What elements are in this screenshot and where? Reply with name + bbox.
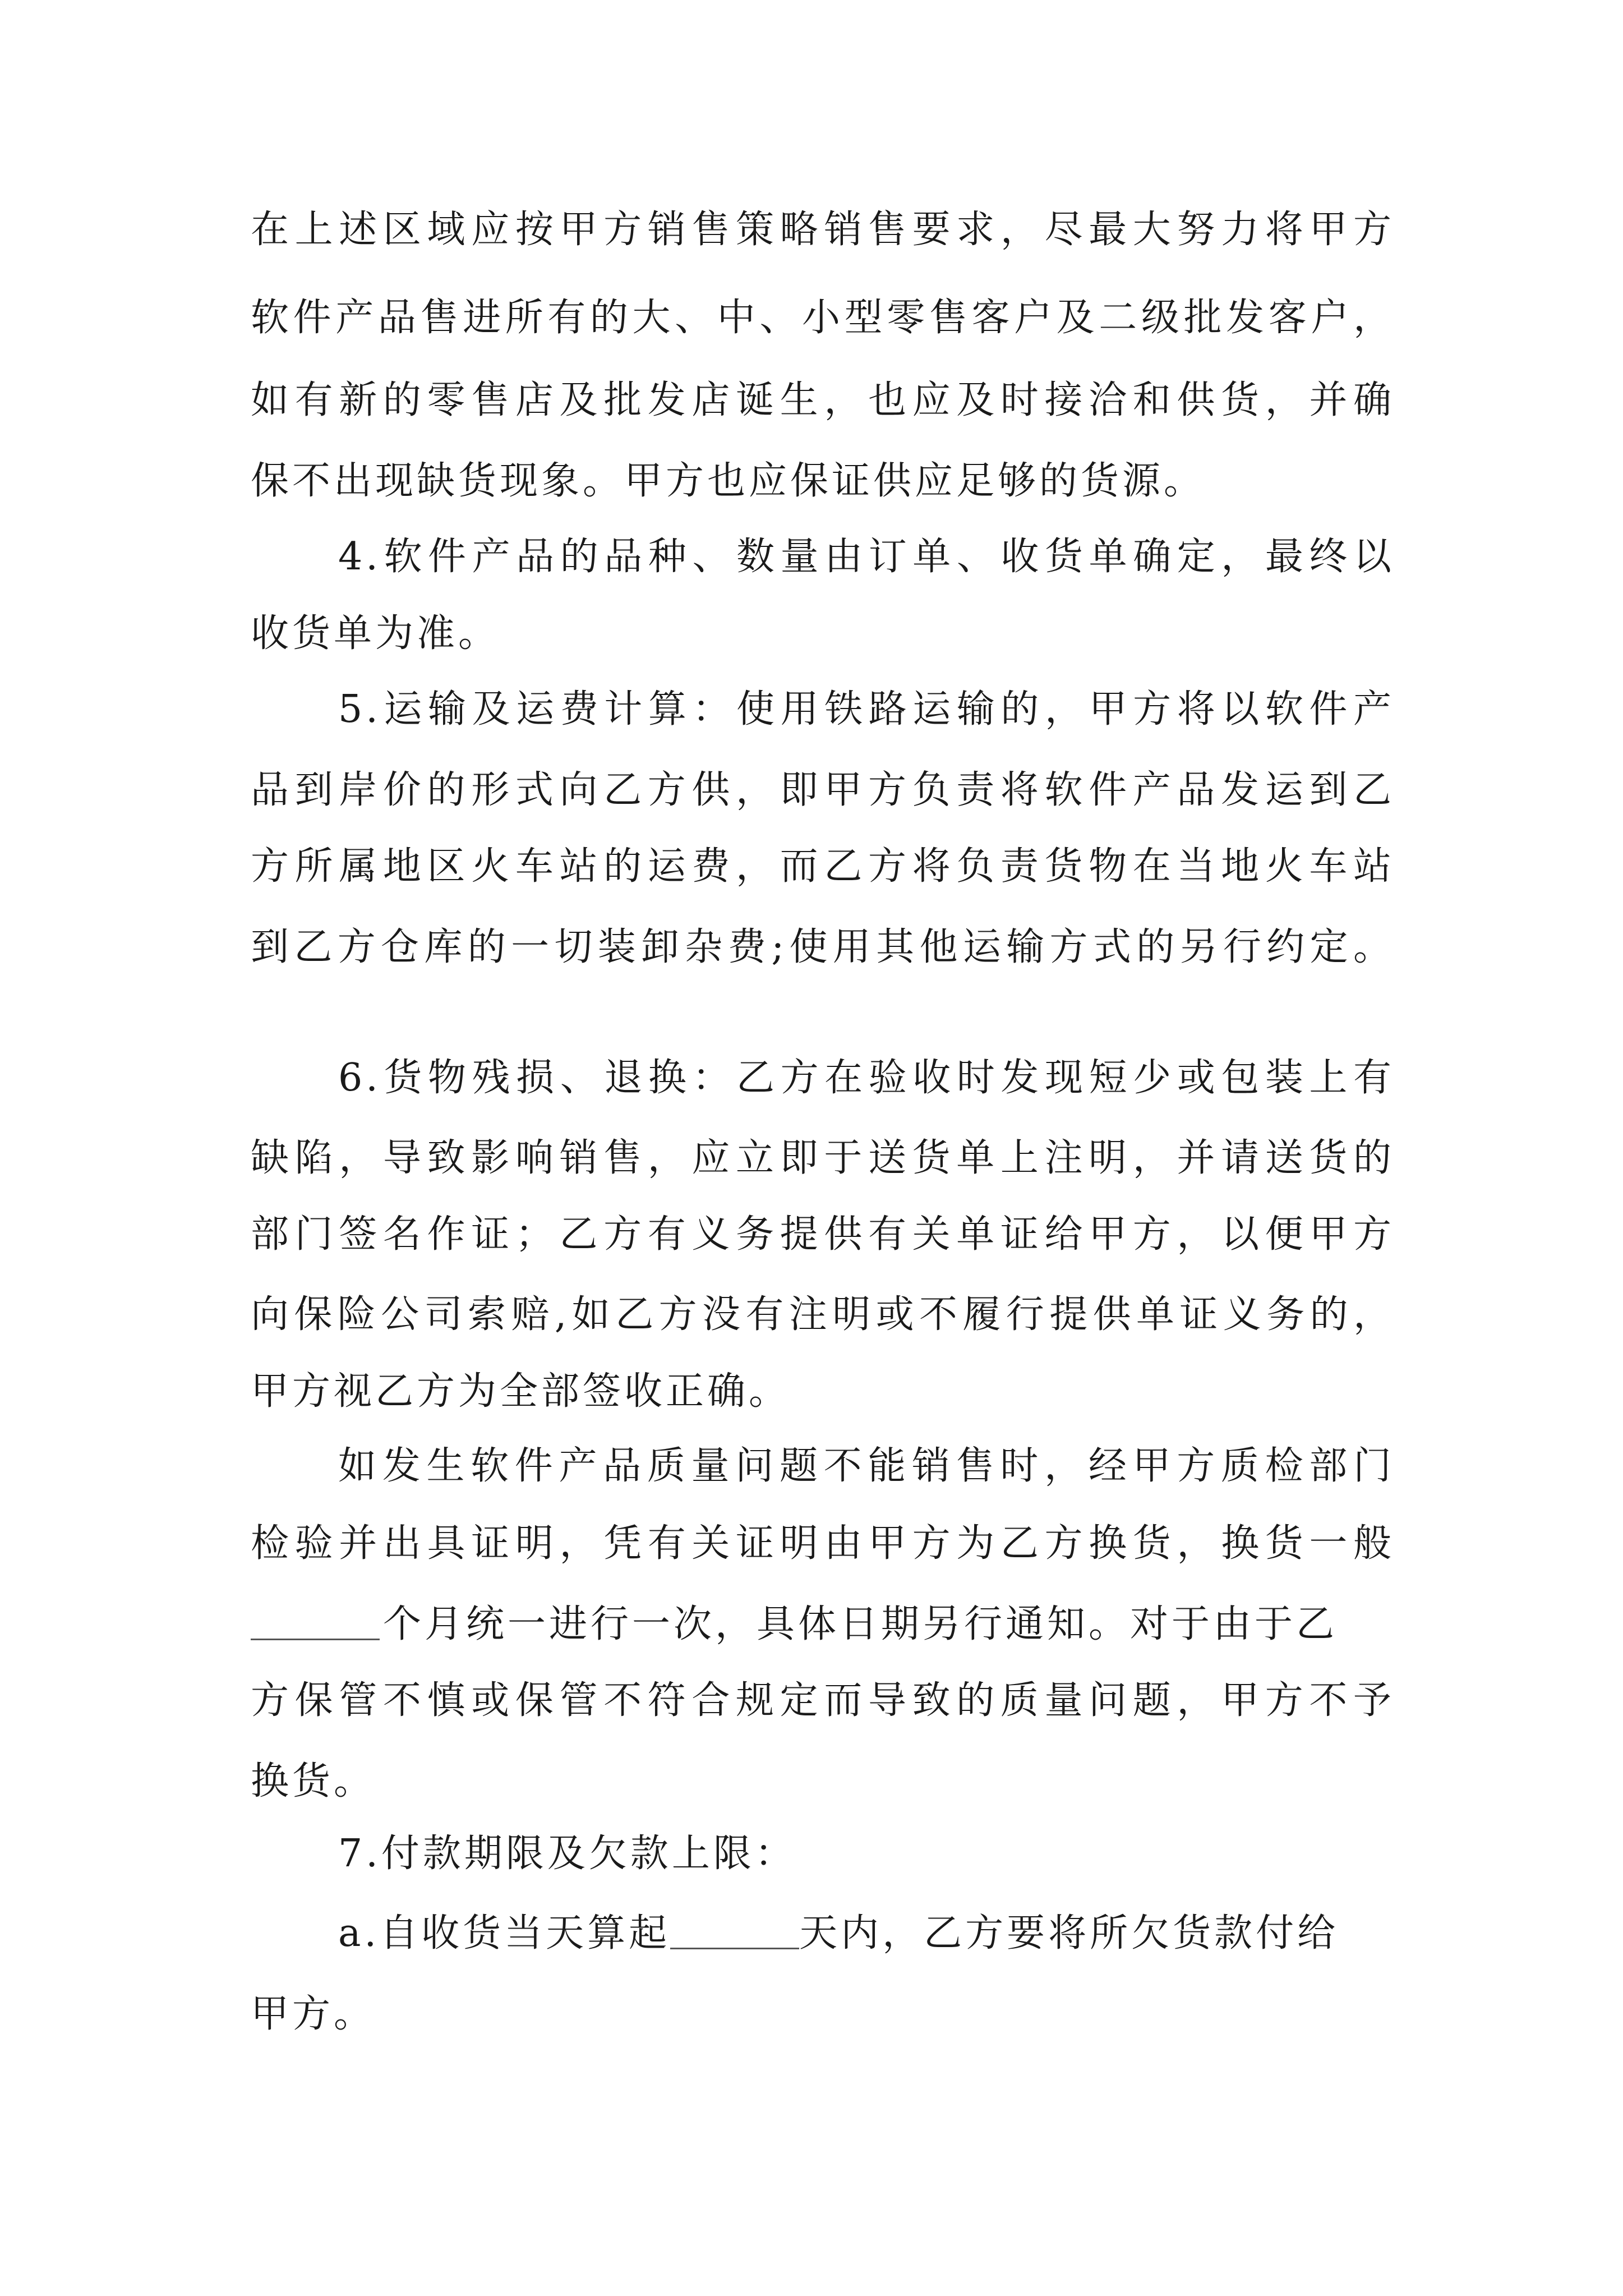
months-fill-blank[interactable]	[251, 1599, 380, 1640]
text-line: 在上述区域应按甲方销售策略销售要求，尽最大努力将甲方	[251, 208, 1395, 252]
days-fill-blank[interactable]	[670, 1908, 799, 1949]
item-7a-line	[338, 1907, 1395, 1961]
text-line: 方保管不慎或保管不符合规定而导致的质量问题，甲方不予	[251, 1678, 1395, 1723]
text-line: 如有新的零售店及批发店诞生，也应及时接洽和供货，并确	[251, 378, 1395, 422]
text-segment: 天内，乙方要将所欠货款付给	[799, 1911, 1339, 1955]
text-line: 保不出现缺货现象。甲方也应保证供应足够的货源。	[251, 459, 1206, 503]
item-6-line: 6.货物残损、退换：乙方在验收时发现短少或包装上有	[338, 1056, 1395, 1100]
text-segment: a.自收货当天算起	[338, 1911, 671, 1955]
text-line: 到乙方仓库的一切装卸杂费;使用其他运输方式的另行约定。	[251, 925, 1395, 969]
text-segment: 个月统一进行一次，具体日期另行通知。对于由于乙	[383, 1602, 1338, 1646]
text-line: 软件产品售进所有的大、中、小型零售客户及二级批发客户，	[251, 296, 1395, 340]
item-7-line: 7.付款期限及欠款上限：	[338, 1832, 796, 1876]
text-line: 甲方。	[251, 1992, 376, 2036]
text-line: 检验并出具证明，凭有关证明由甲方为乙方换货，换货一般	[251, 1521, 1395, 1566]
text-line: 甲方视乙方为全部签收正确。	[251, 1369, 791, 1414]
text-line-with-blank	[251, 1598, 1395, 1651]
text-line: 缺陷，导致影响销售，应立即于送货单上注明，并请送货的	[251, 1136, 1395, 1180]
text-line: 收货单为准。	[251, 611, 500, 656]
text-line: 品到岸价的形式向乙方供，即甲方负责将软件产品发运到乙	[251, 768, 1395, 812]
text-line: 向保险公司索赔,如乙方没有注明或不履行提供单证义务的，	[251, 1292, 1395, 1337]
item-5-line: 5.运输及运费计算：使用铁路运输的，甲方将以软件产	[338, 687, 1395, 731]
text-line: 方所属地区火车站的运费，而乙方将负责货物在当地火车站	[251, 844, 1395, 889]
text-line: 部门签名作证；乙方有义务提供有关单证给甲方，以便甲方	[251, 1212, 1395, 1257]
text-line: 如发生软件产品质量问题不能销售时，经甲方质检部门	[338, 1444, 1395, 1488]
text-line: 换货。	[251, 1759, 376, 1803]
item-4-line: 4.软件产品的品种、数量由订单、收货单确定，最终以	[338, 535, 1395, 579]
